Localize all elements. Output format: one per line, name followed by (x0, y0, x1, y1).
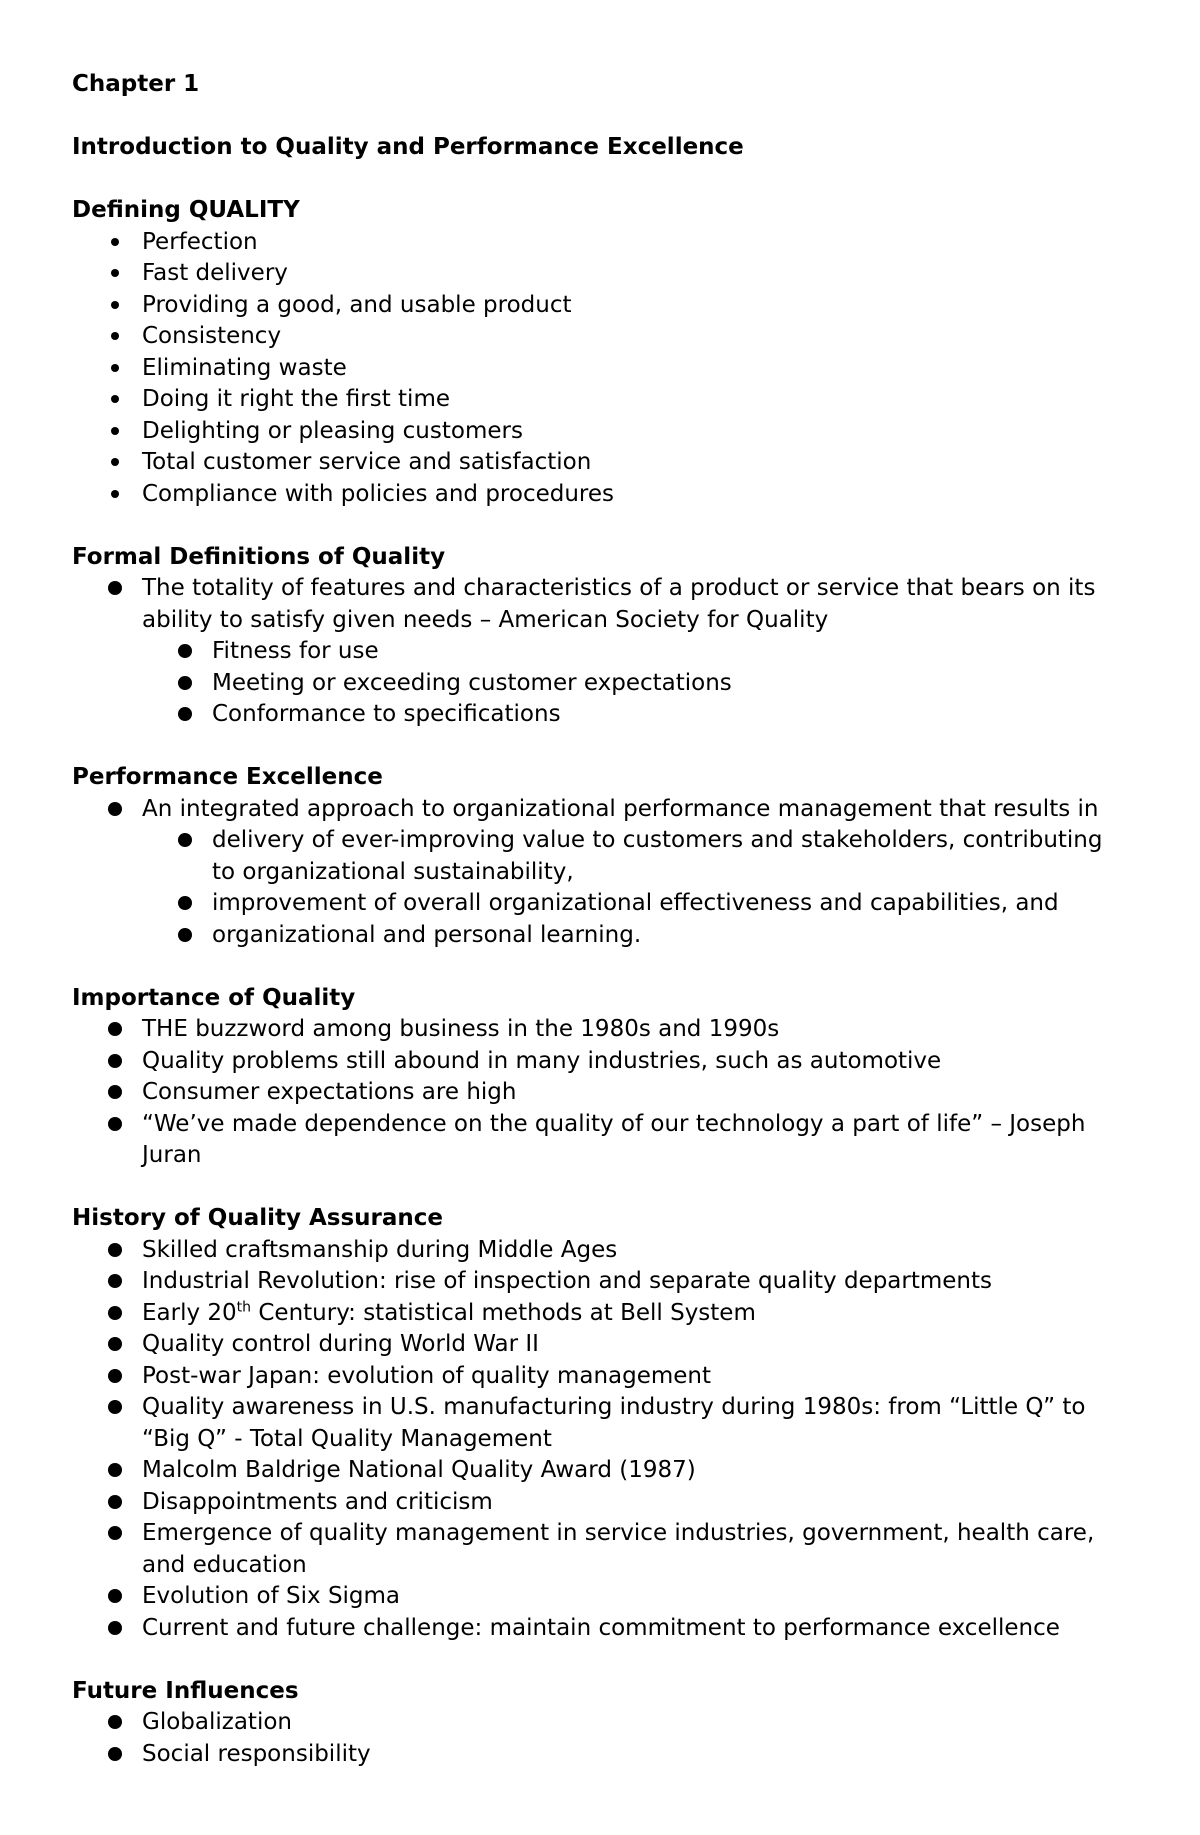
bullet-icon (105, 1518, 125, 1550)
bullet-icon (105, 1046, 125, 1078)
list-item: improvement of overall organizational effectiveness and capabilities, and (142, 888, 1132, 920)
history-list (72, 1235, 1132, 1645)
bullet-icon (105, 353, 125, 385)
spacer (72, 1172, 1132, 1204)
list-item: Industrial Revolution: rise of inspection and separate quality departments (72, 1266, 1132, 1298)
bullet-icon (105, 258, 125, 290)
bullet-icon (105, 1329, 125, 1361)
list-item: Fast delivery (72, 258, 1132, 290)
bullet-icon (105, 1077, 125, 1109)
bullet-icon (105, 1613, 125, 1645)
section-heading-history: History of Quality Assurance (72, 1205, 444, 1231)
spacer (72, 164, 1132, 196)
document-content (72, 69, 1132, 1770)
bullet-icon (105, 1298, 125, 1330)
list-item: Meeting or exceeding customer expectations (142, 668, 1132, 700)
spacer (72, 510, 1132, 542)
list-item: Evolution of Six Sigma (72, 1581, 1132, 1613)
bullet-icon (105, 1487, 125, 1519)
list-item: Quality control during World War II (72, 1329, 1132, 1361)
list-item: Globalization (72, 1707, 1132, 1739)
bullet-icon (175, 668, 195, 700)
bullet-icon (105, 447, 125, 479)
list-item: Social responsibility (72, 1739, 1132, 1771)
list-item: Eliminating waste (72, 353, 1132, 385)
list-item: Conformance to specifications (142, 699, 1132, 731)
bullet-icon (105, 573, 125, 605)
list-item: Delighting or pleasing customers (72, 416, 1132, 448)
bullet-icon (105, 1266, 125, 1298)
defining-quality-list (72, 227, 1132, 511)
section-heading-performance-excellence: Performance Excellence (72, 764, 383, 790)
list-item: The totality of features and characteristics of a product or service that bears on its ability to satisfy given needs – American Society for Quality Fitness for use Meeting or exceeding customer expectations Conformance to specifications (72, 573, 1132, 731)
bullet-icon (105, 227, 125, 259)
list-item: Malcolm Baldrige National Quality Award (1987) (72, 1455, 1132, 1487)
bullet-icon (175, 699, 195, 731)
list-item: Providing a good, and usable product (72, 290, 1132, 322)
list-item: Skilled craftsmanship during Middle Ages (72, 1235, 1132, 1267)
list-item: Consumer expectations are high (72, 1077, 1132, 1109)
list-item: Total customer service and satisfaction (72, 447, 1132, 479)
list-item: Doing it right the first time (72, 384, 1132, 416)
bullet-icon (105, 1392, 125, 1424)
formal-definitions-list (72, 573, 1132, 731)
bullet-icon (105, 1707, 125, 1739)
section-heading-future-influences: Future Influences (72, 1677, 299, 1704)
list-item: Current and future challenge: maintain commitment to performance excellence (72, 1613, 1132, 1645)
list-item: Fitness for use (142, 636, 1132, 668)
bullet-icon (175, 888, 195, 920)
spacer (72, 731, 1132, 763)
bullet-icon (175, 920, 195, 952)
list-item: Consistency (72, 321, 1132, 353)
performance-excellence-list (72, 794, 1132, 952)
section-heading-importance: Importance of Quality (72, 984, 356, 1011)
list-item: THE buzzword among business in the 1980s and 1990s (72, 1014, 1132, 1046)
bullet-icon (175, 636, 195, 668)
spacer (72, 951, 1132, 983)
list-item: Disappointments and criticism (72, 1487, 1132, 1519)
list-item: Perfection (72, 227, 1132, 259)
list-item: delivery of ever-improving value to customers and stakeholders, contributing to organizational sustainability, (142, 825, 1132, 888)
list-item: Emergence of quality management in service industries, government, health care, and education (72, 1518, 1132, 1581)
list-item: “We’ve made dependence on the quality of our technology a part of life” – Joseph Juran (72, 1109, 1132, 1172)
importance-list (72, 1014, 1132, 1172)
bullet-icon (105, 1455, 125, 1487)
bullet-icon (105, 1109, 125, 1141)
bullet-icon (105, 479, 125, 511)
bullet-icon (105, 416, 125, 448)
bullet-icon (105, 1739, 125, 1771)
bullet-icon (105, 1361, 125, 1393)
bullet-icon (175, 825, 195, 857)
chapter-title: Introduction to Quality and Performance Excellence (72, 134, 744, 160)
bullet-icon (105, 384, 125, 416)
list-item: organizational and personal learning. (142, 920, 1132, 952)
spacer (72, 101, 1132, 133)
list-item: An integrated approach to organizational performance management that results in delivery of ever-improving value to customers and stakeholders, contributing to organizational sustainability, improvement of overall organizational effectiveness and capabilities, and organizational and personal learning. (72, 794, 1132, 952)
formal-definitions-sublist (142, 636, 1132, 731)
list-item: Compliance with policies and procedures (72, 479, 1132, 511)
bullet-icon (105, 1235, 125, 1267)
bullet-icon (105, 1014, 125, 1046)
list-item: Early 20th Century: statistical methods at Bell System (72, 1298, 1132, 1330)
future-influences-list (72, 1707, 1132, 1770)
chapter-label: Chapter 1 (72, 71, 200, 97)
list-item: Quality awareness in U.S. manufacturing industry during 1980s: from “Little Q” to “Big Q” - Total Quality Management (72, 1392, 1132, 1455)
bullet-icon (105, 1581, 125, 1613)
bullet-icon (105, 794, 125, 826)
section-heading-formal-definitions: Formal Definitions of Quality (72, 543, 446, 570)
bullet-icon (105, 290, 125, 322)
spacer (72, 1644, 1132, 1676)
bullet-icon (105, 321, 125, 353)
section-heading-defining-quality: Defining QUALITY (72, 197, 300, 223)
list-item: Quality problems still abound in many industries, such as automotive (72, 1046, 1132, 1078)
performance-excellence-sublist (142, 825, 1132, 951)
list-item: Post-war Japan: evolution of quality management (72, 1361, 1132, 1393)
